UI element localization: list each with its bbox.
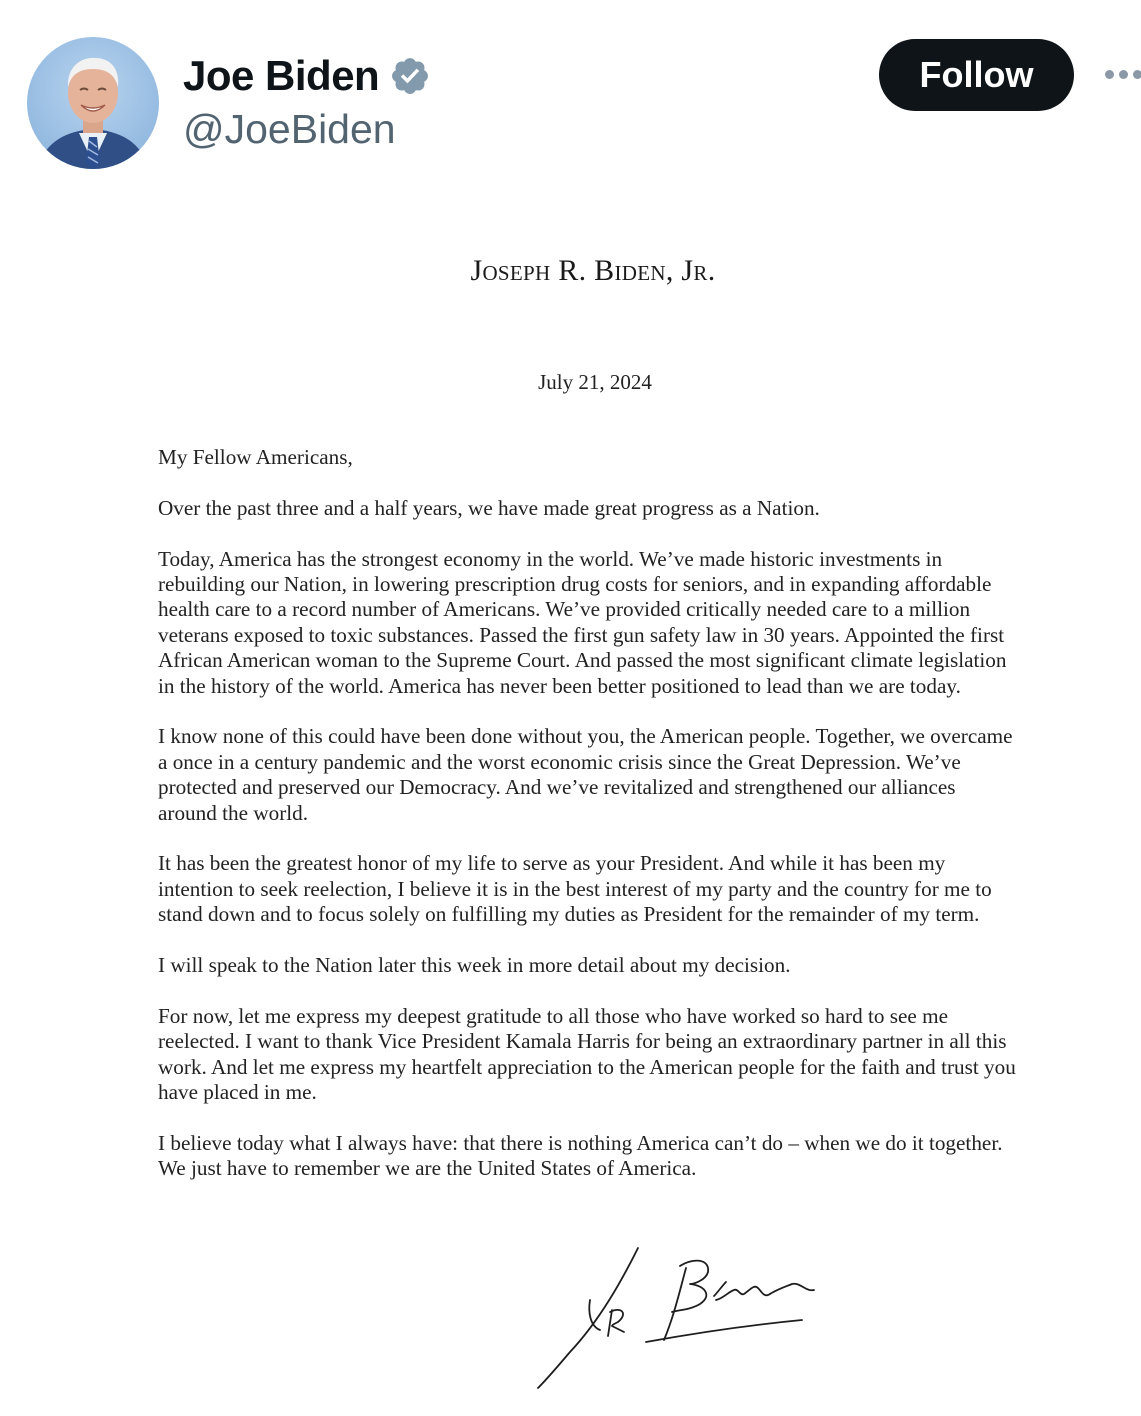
user-handle[interactable]: @JoeBiden	[183, 106, 396, 152]
display-name[interactable]: Joe Biden	[183, 52, 380, 99]
letter-salutation: My Fellow Americans,	[158, 445, 353, 469]
name-row	[183, 50, 431, 102]
letter-paragraph: I know none of this could have been done without you, the American people. Together, we overcame a once in a century pandemic and the worst economic crisis since the Great Depression. We’ve protected and preserved our Democracy. And we’ve revitalized and strengthened our alliances around the world.	[158, 724, 1013, 825]
letter-date: July 21, 2024	[538, 370, 652, 394]
letter-paragraph: For now, let me express my deepest gratitude to all those who have worked so hard to see me reelected. I want to thank Vice President Kamala Harris for being an extraordinary partner in all this work. And let me express my heartfelt appreciation to the American people for the faith and trust you have placed in me.	[158, 1003, 1016, 1105]
verified-badge-icon[interactable]	[389, 55, 431, 97]
letter-body	[158, 445, 1018, 1207]
more-dot-1	[1105, 70, 1114, 79]
more-dot-3	[1133, 70, 1141, 79]
more-options-icon[interactable]	[1100, 60, 1141, 90]
signature	[530, 1240, 830, 1390]
user-info	[183, 50, 431, 153]
follow-button[interactable]: Follow	[879, 39, 1074, 111]
letter-image[interactable]	[0, 190, 1141, 1416]
letter-paragraph: Today, America has the strongest economy in the world. We’ve made historic investments in rebuilding our Nation, in lowering prescription drug costs for seniors, and in expanding affordable health care to a record number of Americans. We’ve provided critically needed care to a million veterans exposed to toxic substances. Passed the first gun safety law in 30 years. Appointed the first African American woman to the Supreme Court. And passed the most significant climate legislation in the history of the world. America has never been better positioned to lead than we are today.	[158, 546, 1007, 698]
letter-paragraph: I believe today what I always have: that there is nothing America can’t do – when we do it together. We just have to remember we are the United States of America.	[158, 1130, 1003, 1181]
letter-paragraph: Over the past three and a half years, we have made great progress as a Nation.	[158, 495, 820, 520]
post-header	[0, 0, 1141, 190]
profile-photo-icon	[27, 37, 159, 169]
avatar[interactable]	[27, 37, 159, 169]
letter-paragraph: It has been the greatest honor of my life to serve as your President. And while it has been my intention to seek reelection, I believe it is in the best interest of my party and the country for me to stand down and to focus solely on fulfilling my duties as President for the remainder of my term.	[158, 851, 992, 927]
letter-paragraph: I will speak to the Nation later this week in more detail about my decision.	[158, 953, 791, 978]
letterhead: Joseph R. Biden, Jr.	[470, 254, 716, 287]
more-dot-2	[1119, 70, 1128, 79]
